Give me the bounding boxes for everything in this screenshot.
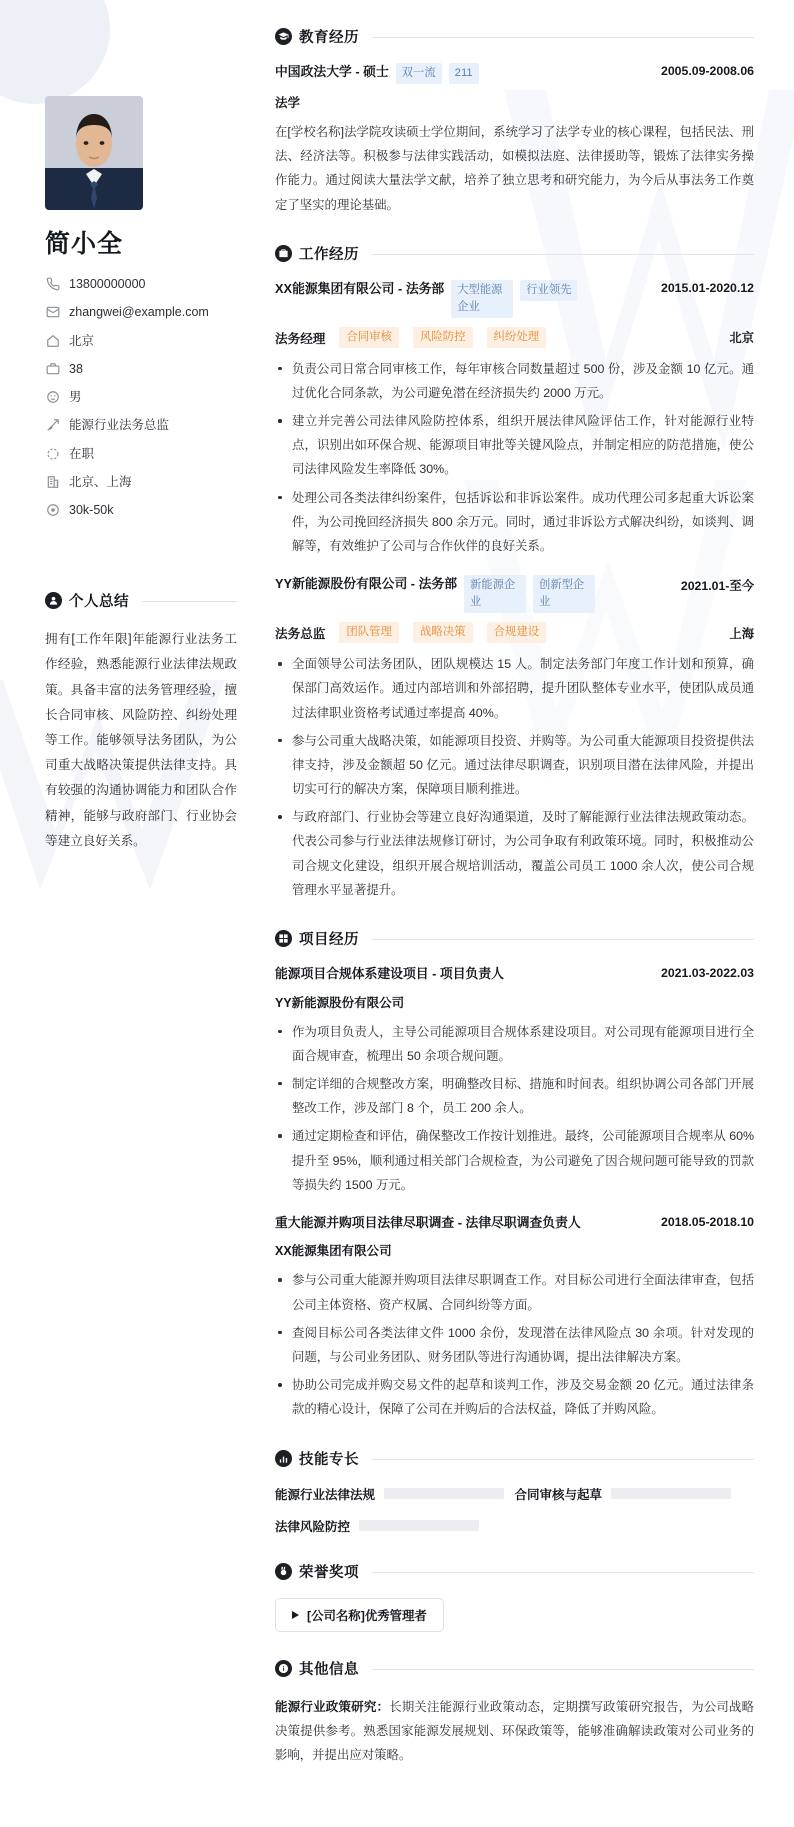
section-divider — [372, 939, 754, 940]
contact-phone — [45, 276, 237, 292]
honors-section-header — [275, 1561, 754, 1582]
contact-location — [45, 333, 237, 349]
project-bullets — [275, 1268, 754, 1421]
work-role-tag: 风险防控 — [413, 327, 473, 348]
work-tag: 大型能源企业 — [451, 280, 513, 318]
skill-level-bar — [384, 1488, 504, 1499]
project-title: 重大能源并购项目法律尽职调查 - 法律尽职调查负责人 — [275, 1214, 581, 1230]
project-bullet: 查阅目标公司各类法律文件 1000 余份，发现潜在法律风险点 30 余项。针对发现的问题，与公司业务团队、财务团队等进行沟通协调，提出法律解决方案。 — [275, 1321, 754, 1369]
education-entry-header — [275, 63, 754, 84]
project-entry — [275, 1214, 754, 1422]
education-date: 2005.09-2008.06 — [661, 64, 754, 78]
contact-salary-value: 30k-50k — [69, 503, 114, 517]
contact-age-value: 38 — [69, 361, 83, 376]
other-item-label: 能源行业政策研究： — [275, 1699, 390, 1714]
work-section-title: 工作经历 — [299, 246, 359, 263]
section-divider — [372, 1459, 754, 1460]
education-major: 法学 — [275, 95, 301, 110]
honor-label: [公司名称]优秀管理者 — [307, 1608, 427, 1623]
education-tag: 211 — [449, 63, 479, 84]
work-bullet: 全面领导公司法务团队，团队规模达 15 人。制定法务部门年度工作计划和预算，确保部门高效运作。通过内部培训和外部招聘，提升团队整体专业水平，使团队成员通过法律职业资格考试通过率提高 40%。 — [275, 652, 754, 725]
skills-section-header — [275, 1448, 754, 1469]
work-role-tag: 合规建设 — [487, 622, 547, 643]
gender-icon — [45, 390, 60, 405]
contact-salary — [45, 502, 237, 518]
section-divider — [142, 601, 237, 602]
honor-chip — [275, 1598, 444, 1632]
grid-icon — [275, 930, 292, 947]
honors-section-title: 荣誉奖项 — [299, 1564, 359, 1581]
work-role-left — [275, 622, 546, 643]
suitcase-icon — [275, 245, 292, 262]
work-tag: 创新型企业 — [533, 575, 595, 613]
section-divider — [372, 1572, 754, 1573]
contact-location-value: 北京 — [69, 333, 95, 348]
summary-section — [45, 590, 237, 854]
info-circle-icon — [275, 1660, 292, 1677]
skills-section-title: 技能专长 — [299, 1451, 359, 1468]
contact-cities — [45, 474, 237, 490]
project-date: 2018.05-2018.10 — [661, 1214, 754, 1229]
work-role-row — [275, 622, 754, 643]
summary-text: 拥有[工作年限]年能源行业法务工作经验，熟悉能源行业法律法规政策。具备丰富的法务管理经验，擅长合同审核、风险防控、纠纷处理等工作。能够领导法务团队，为公司重大战略决策提供法律支持。具有较强的沟通协调能力和团队合作精神，能够与政府部门、行业协会等建立良好关系。 — [45, 632, 237, 848]
section-divider — [372, 254, 754, 255]
contact-cities-value: 北京、上海 — [69, 474, 132, 489]
work-role-tag: 战略决策 — [413, 622, 473, 643]
main-content — [265, 0, 794, 1827]
work-role-tag: 团队管理 — [339, 622, 399, 643]
summary-section-title: 个人总结 — [69, 594, 129, 611]
contact-status-value: 在职 — [69, 446, 95, 461]
project-bullet: 作为项目负责人，主导公司能源项目合规体系建设项目。对公司现有能源项目进行全面合规审查，梳理出 50 余项合规问题。 — [275, 1020, 754, 1068]
skill-level-bar — [611, 1488, 731, 1499]
projects-section-title: 项目经历 — [299, 932, 359, 949]
work-entry-left — [275, 280, 653, 318]
skills-grid — [275, 1485, 754, 1535]
skills-section — [275, 1448, 754, 1535]
project-company: YY新能源股份有限公司 — [275, 995, 405, 1010]
work-section — [275, 243, 754, 902]
education-entry-left — [275, 63, 653, 84]
contact-position-value: 能源行业法务总监 — [69, 418, 170, 433]
work-date: 2015.01-2020.12 — [661, 280, 754, 295]
work-entry-header — [275, 575, 754, 613]
other-section-title: 其他信息 — [299, 1661, 359, 1678]
person-name: 简小全 — [45, 230, 124, 258]
project-bullet: 参与公司重大能源并购项目法律尽职调查工作。对目标公司进行全面法律审查，包括公司主体资格、资产权属、合同纠纷等方面。 — [275, 1268, 754, 1316]
education-entry — [275, 63, 754, 217]
project-entry-left — [275, 965, 653, 984]
graduation-cap-icon — [275, 28, 292, 45]
work-city: 上海 — [729, 626, 754, 641]
sidebar — [0, 0, 265, 1827]
project-bullets — [275, 1020, 754, 1197]
work-tag: 新能源企业 — [464, 575, 526, 613]
skill-level-bar — [359, 1520, 479, 1531]
honors-section — [275, 1561, 754, 1632]
project-bullet: 通过定期检查和评估，确保整改工作按计划推进。最终，公司能源项目合规率从 60%提升至 95%，顺利通过相关部门合规检查，为公司避免了因合规问题可能导致的罚款等损失约 1500 万元。 — [275, 1124, 754, 1197]
skill-item — [275, 1517, 515, 1535]
contact-age — [45, 361, 237, 377]
contact-gender — [45, 389, 237, 405]
work-tag: 行业领先 — [520, 280, 577, 301]
work-bullet: 建立并完善公司法律风险防控体系，组织开展法律风险评估工作，针对能源行业特点，识别出如环保合规、能源项目审批等关键风险点，并制定相应的防范措施，使公司法律风险发生率降低 30%。 — [275, 409, 754, 482]
section-divider — [372, 37, 754, 38]
skill-item — [515, 1485, 755, 1503]
project-title: 能源项目合规体系建设项目 - 项目负责人 — [275, 966, 504, 982]
education-section-title: 教育经历 — [299, 30, 359, 46]
contact-position — [45, 417, 237, 433]
project-bullet: 协助公司完成并购交易文件的起草和谈判工作，涉及交易金额 20 亿元。通过法律条款的精心设计，保障了公司在并购后的合法权益，降低了并购风险。 — [275, 1373, 754, 1421]
work-section-header — [275, 243, 754, 264]
home-icon — [45, 333, 60, 348]
work-entry-left — [275, 575, 673, 613]
education-section-header — [275, 26, 754, 47]
work-entry-header — [275, 280, 754, 318]
skill-label: 法律风险防控 — [275, 1519, 351, 1534]
work-bullet: 处理公司各类法律纠纷案件，包括诉讼和非诉讼案件。成功代理公司多起重大诉讼案件，为公司挽回经济损失 800 余万元。同时，通过非诉讼方式解决纠纷，如谈判、调解等，有效维护了公司与合作伙伴的良好关系。 — [275, 486, 754, 559]
work-role: 法务总监 — [275, 627, 326, 642]
mail-icon — [45, 305, 60, 320]
education-school: 中国政法大学 - 硕士 — [275, 64, 389, 79]
contact-gender-value: 男 — [69, 390, 82, 404]
work-company: YY新能源股份有限公司 - 法务部 — [275, 576, 458, 592]
user-circle-icon — [45, 592, 62, 609]
education-tag: 双一流 — [396, 63, 442, 84]
work-bullet: 参与公司重大战略决策，如能源项目投资、并购等。为公司重大能源项目投资提供法律支持，涉及金额超 50 亿元。通过法律尽职调查，识别项目潜在法律风险，并提出切实可行的解决方案，保障项目顺利推进。 — [275, 729, 754, 802]
project-entry-left — [275, 1214, 653, 1233]
project-entry — [275, 965, 754, 1197]
work-company: XX能源集团有限公司 - 法务部 — [275, 280, 445, 296]
work-entry — [275, 280, 754, 558]
work-bullet: 与政府部门、行业协会等建立良好沟通渠道，及时了解能源行业法律法规政策动态。代表公司参与行业法律法规修订研讨，为公司争取有利政策环境。同时，积极推动公司合规文化建设，组织开展合规培训活动，覆盖公司员工 1000 余人次，使公司合规管理水平显著提升。 — [275, 805, 754, 902]
work-bullets — [275, 652, 754, 902]
project-bullet: 制定详细的合规整改方案，明确整改目标、措施和时间表。组织协调公司各部门开展整改工作，涉及部门 8 个，员工 200 余人。 — [275, 1072, 754, 1120]
briefcase-icon — [45, 361, 60, 376]
work-bullets — [275, 357, 754, 559]
skill-label: 合同审核与起草 — [514, 1487, 603, 1502]
work-entry — [275, 575, 754, 902]
work-role-tag: 合同审核 — [339, 327, 399, 348]
work-role-left — [275, 327, 546, 348]
status-icon — [45, 446, 60, 461]
other-item — [275, 1695, 754, 1768]
other-item-text: 长期关注能源行业政策动态，定期撰写政策研究报告，为公司战略决策提供参考。熟悉国家能源发展规划、环保政策等，能够准确解读政策对公司业务的影响，并提出应对策略。 — [275, 1699, 754, 1763]
work-bullet: 负责公司日常合同审核工作，每年审核合同数量超过 500 份，涉及金额 10 亿元。通过优化合同条款，为公司避免潜在经济损失约 2000 万元。 — [275, 357, 754, 405]
education-section — [275, 26, 754, 217]
contact-email — [45, 304, 237, 320]
phone-icon — [45, 277, 60, 292]
contact-phone-value: 13800000000 — [69, 277, 146, 291]
salary-icon — [45, 503, 60, 518]
project-company: XX能源集团有限公司 — [275, 1244, 392, 1259]
work-role: 法务经理 — [275, 331, 326, 346]
work-city: 北京 — [729, 331, 754, 346]
avatar — [45, 96, 143, 210]
contact-list — [45, 276, 237, 518]
work-role-row — [275, 327, 754, 348]
skill-label: 能源行业法律法规 — [275, 1487, 376, 1502]
contact-status — [45, 446, 237, 462]
contact-email-value: zhangwei@example.com — [69, 305, 209, 320]
rocket-icon — [45, 418, 60, 433]
other-item-body — [275, 1695, 754, 1768]
other-section-header — [275, 1658, 754, 1679]
other-section — [275, 1658, 754, 1768]
project-entry-header — [275, 965, 754, 984]
work-role-tag: 纠纷处理 — [487, 327, 547, 348]
section-divider — [372, 1669, 754, 1670]
project-date: 2021.03-2022.03 — [661, 966, 754, 981]
project-entry-header — [275, 1214, 754, 1233]
work-date: 2021.01-至今 — [680, 579, 754, 594]
projects-section — [275, 928, 754, 1422]
projects-section-header — [275, 928, 754, 949]
summary-section-header — [45, 590, 237, 611]
medal-icon — [275, 1563, 292, 1580]
building-icon — [45, 474, 60, 489]
skill-item — [275, 1485, 515, 1503]
play-triangle-icon — [292, 1611, 299, 1619]
chart-icon — [275, 1450, 292, 1467]
portrait-photo-icon — [45, 96, 143, 210]
education-description: 在[学校名称]法学院攻读硕士学位期间，系统学习了法学专业的核心课程，包括民法、刑法、经济法等。积极参与法律实践活动，如模拟法庭、法律援助等，锻炼了法律实务操作能力。通过阅读大量法学文献，培养了独立思考和研究能力，为今后从事法务工作奠定了坚实的理论基础。 — [275, 124, 754, 212]
